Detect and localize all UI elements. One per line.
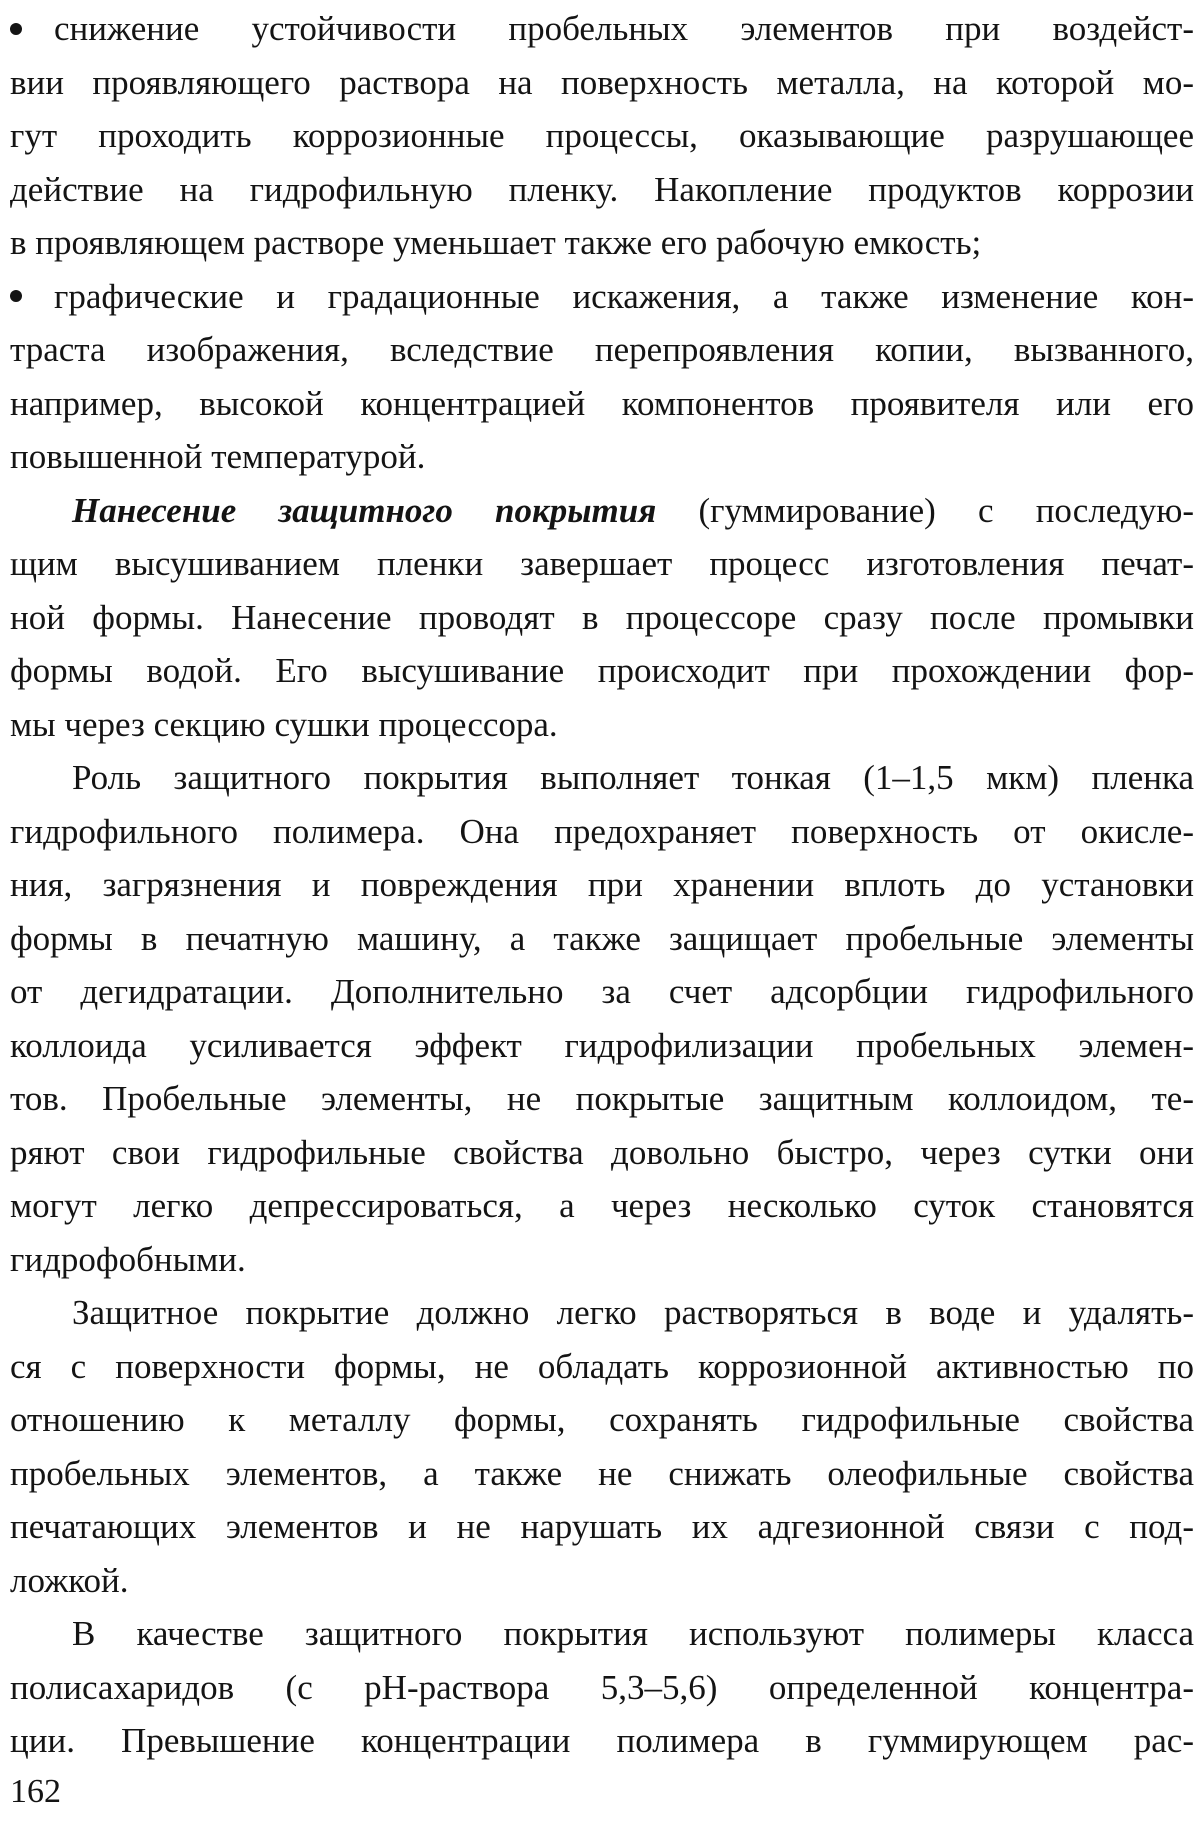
text-line: пробельных элементов, а также не снижать олеофильные свойства [10,1453,1194,1493]
text-line: формы в печатную машину, а также защищает пробельные элементы [10,918,1194,958]
text-line: от дегидратации. Дополнительно за счет адсорбции гидрофильного [10,972,1194,1011]
bullet-icon [10,270,54,324]
paragraph-protective-coating [10,484,1194,752]
text-line: гидрофобными. [10,1239,246,1279]
paragraph-role [10,751,1194,1286]
text-line: например, высокой концентрацией компонентов проявителя или его [10,383,1194,423]
text-line: в проявляющем растворе уменьшает также его рабочую емкость; [10,223,982,262]
text-line: вии проявляющего раствора на поверхность металла, на которой мо- [10,62,1194,102]
text-line: формы водой. Его высушивание происходит при прохождении фор- [10,651,1194,690]
text-line: Роль защитного покрытия выполняет тонкая (1–1,5 мкм) пленка [72,758,1194,797]
bullet-paragraph-1 [10,2,1194,270]
page-text [10,2,1194,1768]
paragraph-requirements [10,1286,1194,1607]
text-line: коллоида усиливается эффект гидрофилизации пробельных элемен- [10,1025,1194,1065]
text-line: ряют свои гидрофильные свойства довольно быстро, через сутки они [10,1132,1194,1172]
text-line: ния, загрязнения и повреждения при хранении вплоть до установки [10,865,1194,904]
text-line: ложкой. [10,1560,129,1600]
text-line: В качестве защитного покрытия используют полимеры класса [72,1614,1194,1653]
text-line: могут легко депрессироваться, а через несколько суток становятся [10,1186,1194,1225]
text-line: (гуммирование) с последую- [656,490,1194,530]
text-line: мы через секцию сушки процессора. [10,704,558,744]
text-line: гут проходить коррозионные процессы, оказывающие разрушающее [10,116,1194,155]
section-lead-term: Нанесение защитного покрытия [72,490,657,530]
text-line: полисахаридов (с рН-раствора 5,3–5,6) определенной концентра- [10,1667,1194,1707]
paragraph-polysaccharides [10,1607,1194,1768]
text-line: повышенной температурой. [10,437,426,476]
text-line: ся с поверхности формы, не обладать коррозионной активностью по [10,1346,1194,1386]
text-line: ной формы. Нанесение проводят в процессоре сразу после промывки [10,597,1194,637]
text-line: Защитное покрытие должно легко растворяться в воде и удалять- [72,1293,1194,1332]
text-line: графические и градационные искажения, а также изменение кон- [54,276,1194,316]
text-line: щим высушиванием пленки завершает процесс изготовления печат- [10,544,1194,583]
text-line: ции. Превышение концентрации полимера в гуммирующем рас- [10,1721,1194,1760]
text-line: действие на гидрофильную пленку. Накопление продуктов коррозии [10,169,1194,209]
text-line: тов. Пробельные элементы, не покрытые защитным коллоидом, те- [10,1079,1194,1118]
page-number: 162 [10,1773,61,1810]
bullet-icon [10,2,54,56]
bullet-paragraph-2 [10,270,1194,484]
text-line: гидрофильного полимера. Она предохраняет поверхность от окисле- [10,811,1194,851]
text-line: печатающих элементов и не нарушать их адгезионной связи с под- [10,1507,1194,1546]
text-line: снижение устойчивости пробельных элементов при воздейст- [54,9,1194,48]
text-line: отношению к металлу формы, сохранять гидрофильные свойства [10,1400,1194,1439]
text-line: траста изображения, вследствие перепроявления копии, вызванного, [10,330,1194,369]
